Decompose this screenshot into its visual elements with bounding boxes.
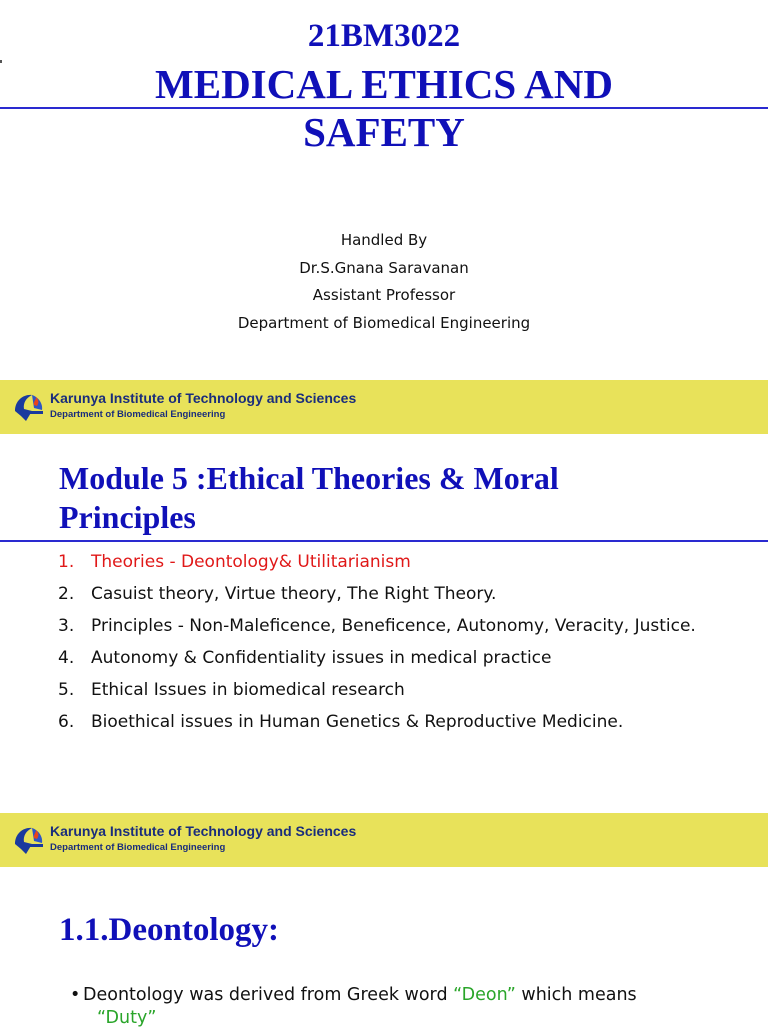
instructor-designation: Assistant Professor [312, 286, 456, 304]
title-slide [0, 0, 768, 366]
bullet-dot: • [70, 985, 81, 1005]
title-divider [0, 107, 768, 109]
instructor-name: Dr.S.Gnana Saravanan [299, 258, 469, 277]
topic-text: Ethical Issues in biomedical research [91, 680, 405, 700]
topic-text: Theories - Deontology& Utilitarianism [91, 552, 411, 572]
institution-name: Karunya Institute of Technology and Sciences [50, 823, 357, 839]
topic-number: 3. [58, 616, 75, 636]
topic-item [58, 679, 748, 702]
module-divider [0, 540, 768, 542]
topic-item [58, 551, 748, 574]
topic-text: Bioethical issues in Human Genetics & Reproductive Medicine. [91, 712, 624, 732]
course-title-line2: SAFETY [303, 109, 465, 155]
topic-item [58, 615, 748, 638]
institution-banner [0, 380, 768, 434]
topic-number: 4. [58, 648, 75, 668]
course-code: 21BM3022 [307, 18, 461, 54]
topic-number: 2. [58, 584, 75, 604]
topic-text: Principles - Non-Maleficence, Beneficence, Autonomy, Veracity, Justice. [91, 616, 696, 636]
topic-text: Autonomy & Confidentiality issues in medical practice [91, 648, 552, 668]
karunya-logo-icon [12, 391, 46, 423]
topic-number: 6. [58, 712, 75, 732]
banner-department: Department of Biomedical Engineering [50, 409, 226, 420]
karunya-logo-icon [12, 824, 46, 856]
topic-item [58, 711, 748, 734]
topic-item [58, 583, 748, 606]
course-title-line1: MEDICAL ETHICS AND [155, 61, 613, 107]
deontology-text-part2: which means [515, 985, 637, 1005]
module-title-line1: Module 5 :Ethical Theories & Moral [59, 460, 559, 496]
institution-name: Karunya Institute of Technology and Sciences [50, 390, 357, 406]
topic-item [58, 647, 748, 670]
term-duty: “Duty” [97, 1008, 157, 1028]
deontology-title: 1.1.Deontology: [59, 912, 279, 948]
module-title [59, 459, 739, 537]
instructor-department: Department of Biomedical Engineering [237, 313, 531, 332]
topic-number: 1. [58, 552, 75, 572]
institution-banner [0, 813, 768, 867]
term-deon: “Deon” [453, 985, 516, 1005]
instructor-block [0, 227, 768, 337]
deontology-bullet [70, 984, 743, 1030]
topic-list [58, 551, 748, 743]
module-title-line2: Principles [59, 499, 196, 535]
topic-text: Casuist theory, Virtue theory, The Right Theory. [91, 584, 497, 604]
deontology-text-part1: Deontology was derived from Greek word [83, 985, 454, 1005]
edge-mark [0, 60, 2, 63]
handled-by-label: Handled By [340, 231, 428, 249]
topic-number: 5. [58, 680, 75, 700]
banner-department: Department of Biomedical Engineering [50, 842, 226, 853]
